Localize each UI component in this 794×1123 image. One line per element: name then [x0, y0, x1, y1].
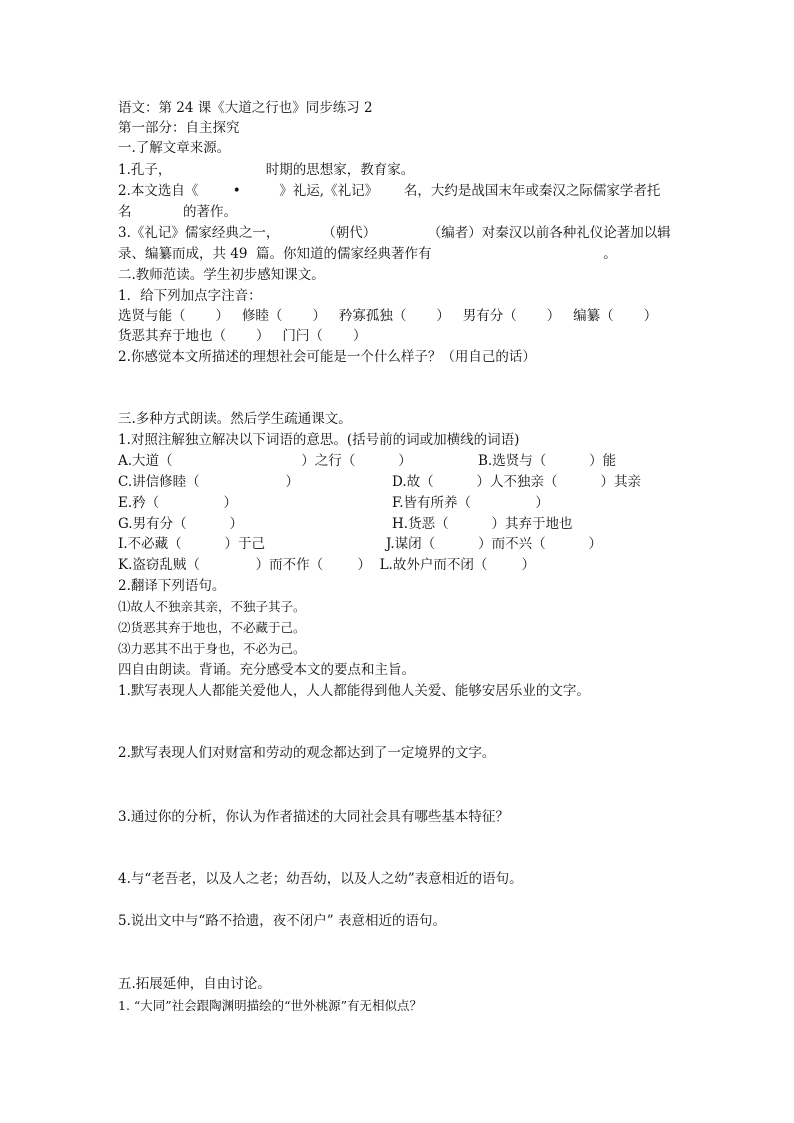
vocab-item-h: H.货恶（ ）其弃于地也 — [392, 516, 573, 532]
section-3-question-2: 2.翻译下列语句。 — [118, 578, 226, 594]
translate-sentence-3: ⑶力恶其不出于身也，不必为己。 — [118, 641, 306, 656]
section-5-question-1: 1. “大同”社会跟陶渊明描绘的“世外桃源”有无相似点？ — [118, 998, 422, 1013]
section-1-question-1: 1.孔子， 时期的思想家，教育家。 — [118, 162, 415, 178]
section-1-heading: 一.了解文章来源。 — [118, 140, 231, 156]
section-4-question-2: 2.默写表现人们对财富和劳动的观念都达到了一定境界的文字。 — [118, 745, 496, 761]
vocab-item-e: E.矜（ ） — [118, 495, 238, 511]
translate-sentence-1: ⑴故人不独亲其亲，不独子其子。 — [118, 599, 306, 614]
section-4-question-4: 4.与“老吾老，以及人之老；幼吾幼，以及人之幼”表意相近的语句。 — [118, 871, 523, 887]
translate-sentence-2: ⑵货恶其弃于地也，不必藏于己。 — [118, 620, 306, 635]
pinyin-row-2: 货恶其弃于地也（ ） 门闩（ ） — [118, 328, 367, 344]
vocab-item-i: I.不必藏（ ）于己 — [118, 536, 266, 552]
section-4-heading: 四自由朗读。背诵。充分感受本文的要点和主旨。 — [118, 662, 415, 678]
vocab-item-g: G.男有分（ ） — [118, 516, 244, 532]
worksheet-title: 语文：第 24 课《大道之行也》同步练习 2 — [118, 100, 373, 116]
section-1-question-2-cont: 名 的著作。 — [118, 204, 237, 220]
vocab-item-b: B.选贤与（ ）能 — [478, 453, 617, 469]
vocab-item-k-l: K.盗窃乱贼（ ）而不作（ ） L.故外户而不闭（ ） — [118, 557, 536, 573]
part-one-heading: 第一部分：自主探究 — [118, 120, 240, 136]
section-2-question-1: 1．给下列加点字注音： — [118, 288, 262, 304]
section-1-question-3-cont: 录、编纂而成，共 49 篇。你知道的儒家经典著作有 。 — [118, 246, 617, 262]
section-1-question-3: 3.《礼记》儒家经典之一， （朝代） （编者）对秦汉以前各种礼仪论著加以辑 — [118, 225, 671, 241]
vocab-item-a: A.大道（ ）之行（ ） — [118, 453, 412, 469]
section-2-heading: 二.教师范读。学生初步感知课文。 — [118, 267, 325, 283]
vocab-item-f: F.皆有所养（ ） — [392, 495, 549, 511]
section-3-heading: 三.多种方式朗读。然后学生疏通课文。 — [118, 411, 352, 427]
section-3-question-1: 1.对照注解独立解决以下词语的意思。(括号前的词或加横线的词语) — [118, 432, 520, 448]
vocab-item-j: J.谋闭（ ）而不兴（ ） — [386, 536, 602, 552]
section-4-question-1: 1.默写表现人人都能关爱他人，人人都能得到他人关爱、能够安居乐业的文字。 — [118, 683, 590, 699]
vocab-item-c: C.讲信修睦（ ） — [118, 474, 299, 490]
section-4-question-5: 5.说出文中与“路不拾遗，夜不闭户” 表意相近的语句。 — [118, 913, 446, 929]
vocab-item-d: D.故（ ）人不独亲（ ）其亲 — [392, 474, 641, 490]
section-1-question-2: 2.本文选自《 • 》礼运,《礼记》 名，大约是战国末年或秦汉之际儒家学者托 — [118, 183, 661, 199]
section-5-heading: 五.拓展延伸，自由讨论。 — [118, 976, 271, 992]
section-4-question-3: 3.通过你的分析，你认为作者描述的大同社会具有哪些基本特征？ — [118, 809, 509, 825]
section-2-question-2: 2.你感觉本文所描述的理想社会可能是一个什么样子？（用自己的话） — [118, 349, 536, 365]
pinyin-row-1: 选贤与能（ ） 修睦（ ） 矜寡孤独（ ） 男有分（ ） 编纂（ ） — [118, 308, 658, 324]
